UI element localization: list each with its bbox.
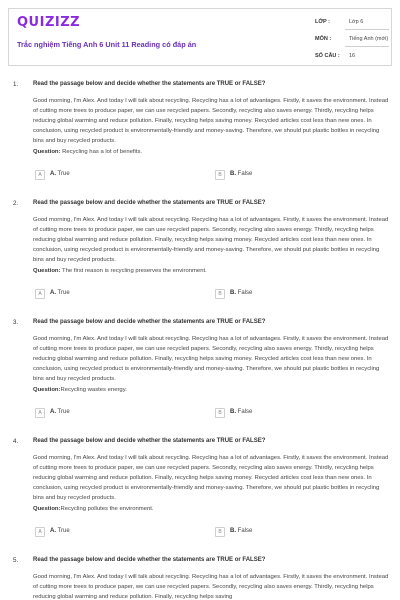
option-label: A.: [50, 528, 56, 534]
option-letter-box: B: [215, 170, 225, 180]
option-letter-box: A: [35, 289, 45, 299]
question-statement: [33, 387, 127, 393]
meta-key: SỐ CÂU :: [315, 53, 340, 59]
option-value: True: [56, 171, 70, 177]
reading-passage: Good morning, I'm Alex. And today I will talk about recycling. Recycling has a lot of advantages. Firstly, it saves the environment. Instead of cutting more trees to produce paper, we can use recycled papers. Secondly, recycling also saves energy. Thirdly, recycling helps reducing global warming and reduce pollution. Finally, recycling helps saving money. Recycled articles cost less than new ones. In conclusion, using recycled product is environmentally-friendly and money-saving. Therefore, we should put plastic bottles in recycling bins and buy recycled products.: [33, 98, 389, 144]
reading-passage: Good morning, I'm Alex. And today I will talk about recycling. Recycling has a lot of advantages. Firstly, it saves the environment. Instead of cutting more trees to produce paper, we can use recycled papers. Secondly, recycling also saves energy. Thirdly, recycling helps reducing global warming and reduce pollution. Finally, recycling helps saving money. Recycled articles cost less than new ones. In conclusion, using recycled product is environmentally-friendly and money-saving. Therefore, we should put plastic bottles in recycling bins and buy recycled products.: [33, 336, 389, 382]
question-text: Recycling pollutes the environment.: [60, 506, 154, 512]
worksheet-meta: [309, 9, 393, 65]
question-number: 5.: [13, 557, 19, 564]
option-letter-box: A: [35, 527, 45, 537]
meta-key: MÔN :: [315, 36, 332, 42]
question-number: 4.: [13, 438, 19, 445]
question-number: 1.: [13, 81, 19, 88]
question-block: [0, 317, 400, 436]
option-label: A.: [50, 409, 56, 415]
meta-divider: [345, 29, 389, 30]
meta-value: Lớp 6: [349, 19, 364, 25]
question-prompt: Read the passage below and decide whether the statements are TRUE or FALSE?: [33, 200, 266, 206]
question-statement: [33, 506, 154, 512]
option-value: True: [56, 409, 70, 415]
option-text: [230, 290, 252, 296]
question-text: The first reason is recycling preserves the environment.: [60, 268, 207, 274]
option-label: B.: [230, 409, 236, 415]
meta-value: Tiếng Anh (mới): [349, 36, 389, 42]
option-letter-box: A: [35, 408, 45, 418]
option-text: [50, 409, 70, 415]
option-label: B.: [230, 290, 236, 296]
reading-passage: Good morning, I'm Alex. And today I will talk about recycling. Recycling has a lot of advantages. Firstly, it saves the environment. Instead of cutting more trees to produce paper, we can use recycled papers. Secondly, recycling also saves energy. Thirdly, recycling helps reducing global warming and reduce pollution. Finally, recycling helps saving: [33, 574, 389, 600]
worksheet-header: [8, 8, 392, 66]
option-value: True: [56, 528, 70, 534]
question-statement: [33, 149, 142, 155]
option-text: [50, 171, 70, 177]
meta-key: LỚP :: [315, 19, 330, 25]
worksheet-title: Trắc nghiệm Tiếng Anh 6 Unit 11 Reading có đáp án: [17, 40, 197, 49]
question-block: [0, 79, 400, 198]
question-text: Recycling wastes energy.: [60, 387, 127, 393]
question-prompt: Read the passage below and decide whether the statements are TRUE or FALSE?: [33, 319, 266, 325]
question-block: [0, 436, 400, 555]
option-value: False: [236, 171, 253, 177]
option-label: A.: [50, 290, 56, 296]
option-letter-box: B: [215, 408, 225, 418]
question-label: Question:: [33, 387, 61, 393]
question-prompt: Read the passage below and decide whether the statements are TRUE or FALSE?: [33, 438, 266, 444]
option-label: B.: [230, 171, 236, 177]
meta-row-class: [309, 15, 393, 29]
option-value: False: [236, 528, 253, 534]
option-text: [230, 171, 252, 177]
question-statement: [33, 268, 207, 274]
reading-passage: Good morning, I'm Alex. And today I will talk about recycling. Recycling has a lot of advantages. Firstly, it saves the environment. Instead of cutting more trees to produce paper, we can use recycled papers. Secondly, recycling also saves energy. Thirdly, recycling helps reducing global warming and reduce pollution. Finally, recycling helps saving money. Recycled articles cost less than new ones. In conclusion, using recycled product is environmentally-friendly and money-saving. Therefore, we should put plastic bottles in recycling bins and buy recycled products.: [33, 217, 389, 263]
option-value: True: [56, 290, 70, 296]
question-label: Question:: [33, 268, 61, 274]
option-text: [230, 528, 252, 534]
question-prompt: Read the passage below and decide whether the statements are TRUE or FALSE?: [33, 557, 266, 563]
question-number: 2.: [13, 200, 19, 207]
question-block: [0, 198, 400, 317]
meta-row-count: [309, 49, 393, 63]
option-letter-box: A: [35, 170, 45, 180]
quizizz-logo: QUIZIZZ: [17, 15, 81, 30]
question-prompt: Read the passage below and decide whether the statements are TRUE or FALSE?: [33, 81, 266, 87]
meta-row-subject: [309, 32, 393, 46]
option-letter-box: B: [215, 527, 225, 537]
question-label: Question:: [33, 506, 61, 512]
meta-divider: [345, 46, 389, 47]
option-text: [50, 528, 70, 534]
option-letter-box: B: [215, 289, 225, 299]
reading-passage: Good morning, I'm Alex. And today I will talk about recycling. Recycling has a lot of advantages. Firstly, it saves the environment. Instead of cutting more trees to produce paper, we can use recycled papers. Secondly, recycling also saves energy. Thirdly, recycling helps reducing global warming and reduce pollution. Finally, recycling helps saving money. Recycled articles cost less than new ones. In conclusion, using recycled product is environmentally-friendly and money-saving. Therefore, we should put plastic bottles in recycling bins and buy recycled products.: [33, 455, 389, 501]
option-label: B.: [230, 528, 236, 534]
meta-value: 16: [349, 53, 356, 59]
option-text: [230, 409, 252, 415]
option-label: A.: [50, 171, 56, 177]
option-text: [50, 290, 70, 296]
option-value: False: [236, 409, 253, 415]
question-number: 3.: [13, 319, 19, 326]
question-block: [0, 555, 400, 600]
question-text: Recycling has a lot of benefits.: [60, 149, 143, 155]
option-value: False: [236, 290, 253, 296]
question-label: Question:: [33, 149, 61, 155]
